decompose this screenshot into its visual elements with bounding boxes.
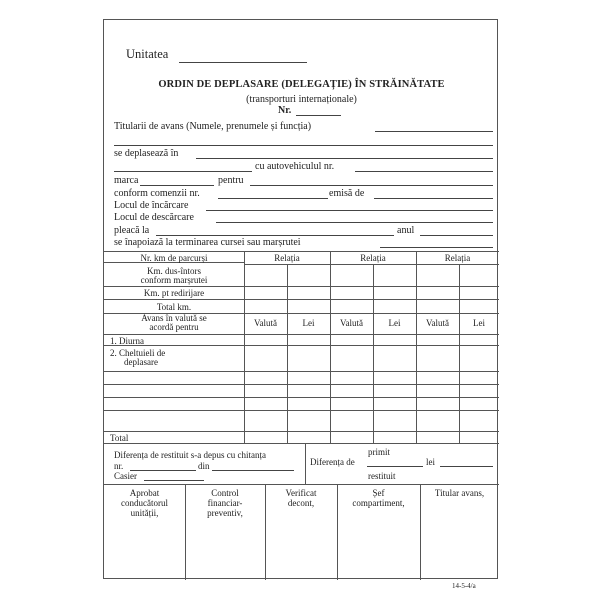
incarcare-label: Locul de încărcare xyxy=(114,200,189,211)
descarcare-field[interactable] xyxy=(216,222,493,223)
currency-lei-2: Lei xyxy=(388,318,401,328)
number-field[interactable] xyxy=(296,115,341,116)
autovehicul-field[interactable] xyxy=(355,171,493,172)
relatia-2: Relația xyxy=(360,253,386,263)
dus-intors-label: Km. dus-întors xyxy=(147,266,201,276)
dus-intors-label-2: conform marșrutei xyxy=(140,275,208,285)
currency-valuta-3: Valută xyxy=(426,318,449,328)
conform-label: conform comenzii nr. xyxy=(114,188,200,199)
marca-label: marca xyxy=(114,175,139,186)
currency-lei-3: Lei xyxy=(473,318,485,328)
km-header: Nr. km de parcurși xyxy=(140,253,208,263)
redirijare-label: Km. pt redirijare xyxy=(143,288,205,298)
form-subtitle: (transporturi internaționale) xyxy=(246,94,357,105)
inapoiaza-field[interactable] xyxy=(380,247,493,248)
signature-control[interactable]: Control financiar- preventiv, xyxy=(207,488,243,518)
descarcare-label: Locul de descărcare xyxy=(114,212,194,223)
emisa-label: emisă de xyxy=(329,188,365,199)
signature-titular[interactable]: Titular avans, xyxy=(434,488,485,498)
cheltuieli-label: 2. Cheltuieli de xyxy=(110,348,166,358)
pleaca-field[interactable] xyxy=(156,235,394,236)
form-code: 14-5-4/a xyxy=(452,582,476,590)
currency-valuta-2: Valută xyxy=(340,318,363,328)
unit-label: Unitatea xyxy=(126,47,169,61)
inapoiaza-label: se înapoiază la terminarea cursei sau marșrutei xyxy=(114,237,301,248)
avans-label: Avans în valută se xyxy=(141,313,207,323)
signature-verificat[interactable]: Verificat decont, xyxy=(285,488,317,508)
restituit-label: restituit xyxy=(368,471,396,481)
currency-lei-1: Lei xyxy=(302,318,315,328)
diurna-label: 1. Diurna xyxy=(110,336,144,346)
conform-field[interactable] xyxy=(218,198,328,199)
anul-field[interactable] xyxy=(420,235,493,236)
lei-field[interactable] xyxy=(440,466,493,467)
nr-label: nr. xyxy=(114,461,124,471)
primit-label: primit xyxy=(368,447,390,457)
currency-valuta-1: Valută xyxy=(254,318,277,328)
restituit-depus-label: Diferența de restituit s-a depus cu chitanța xyxy=(114,450,266,460)
marca-field[interactable] xyxy=(140,185,214,186)
pentru-label: pentru xyxy=(218,175,244,186)
signature-aprobat[interactable]: Aprobat conducătorul unității, xyxy=(121,488,168,518)
total-label: Total xyxy=(110,433,129,443)
pleaca-label: pleacă la xyxy=(114,225,150,236)
incarcare-field[interactable] xyxy=(206,210,493,211)
lei-label: lei xyxy=(426,457,435,467)
diferenta-field[interactable] xyxy=(367,466,423,467)
unit-field[interactable] xyxy=(179,62,307,63)
anul-label: anul xyxy=(397,225,415,236)
form-sheet xyxy=(103,19,498,579)
deplaseaza-field-2[interactable] xyxy=(114,171,252,172)
casier-field[interactable] xyxy=(144,480,204,481)
signature-sef[interactable]: Șef compartiment, xyxy=(352,488,405,508)
emisa-field[interactable] xyxy=(374,198,493,199)
form-title: ORDIN DE DEPLASARE (DELEGAȚIE) ÎN STRĂINĂTATE xyxy=(158,79,445,90)
pentru-field[interactable] xyxy=(250,185,493,186)
din-label: din xyxy=(198,461,210,471)
deplaseaza-label: se deplasează în xyxy=(114,148,179,159)
chitanta-nr-field[interactable] xyxy=(130,470,196,471)
total-km-label: Total km. xyxy=(156,302,192,312)
diferenta-label: Diferența de xyxy=(310,457,355,467)
titular-field-2[interactable] xyxy=(114,145,493,146)
casier-label: Casier xyxy=(114,471,137,481)
titular-field[interactable] xyxy=(375,131,493,132)
autovehicul-label: cu autovehiculul nr. xyxy=(255,161,335,172)
cheltuieli-label-2: deplasare xyxy=(124,357,158,367)
avans-label-2: acordă pentru xyxy=(149,322,199,332)
titular-label: Titularii de avans (Numele, prenumele și funcția) xyxy=(114,121,312,132)
deplaseaza-field[interactable] xyxy=(196,158,493,159)
relatia-3: Relația xyxy=(444,253,471,263)
chitanta-date-field[interactable] xyxy=(212,470,294,471)
relatia-1: Relația xyxy=(274,253,300,263)
number-label: Nr. xyxy=(278,105,292,116)
